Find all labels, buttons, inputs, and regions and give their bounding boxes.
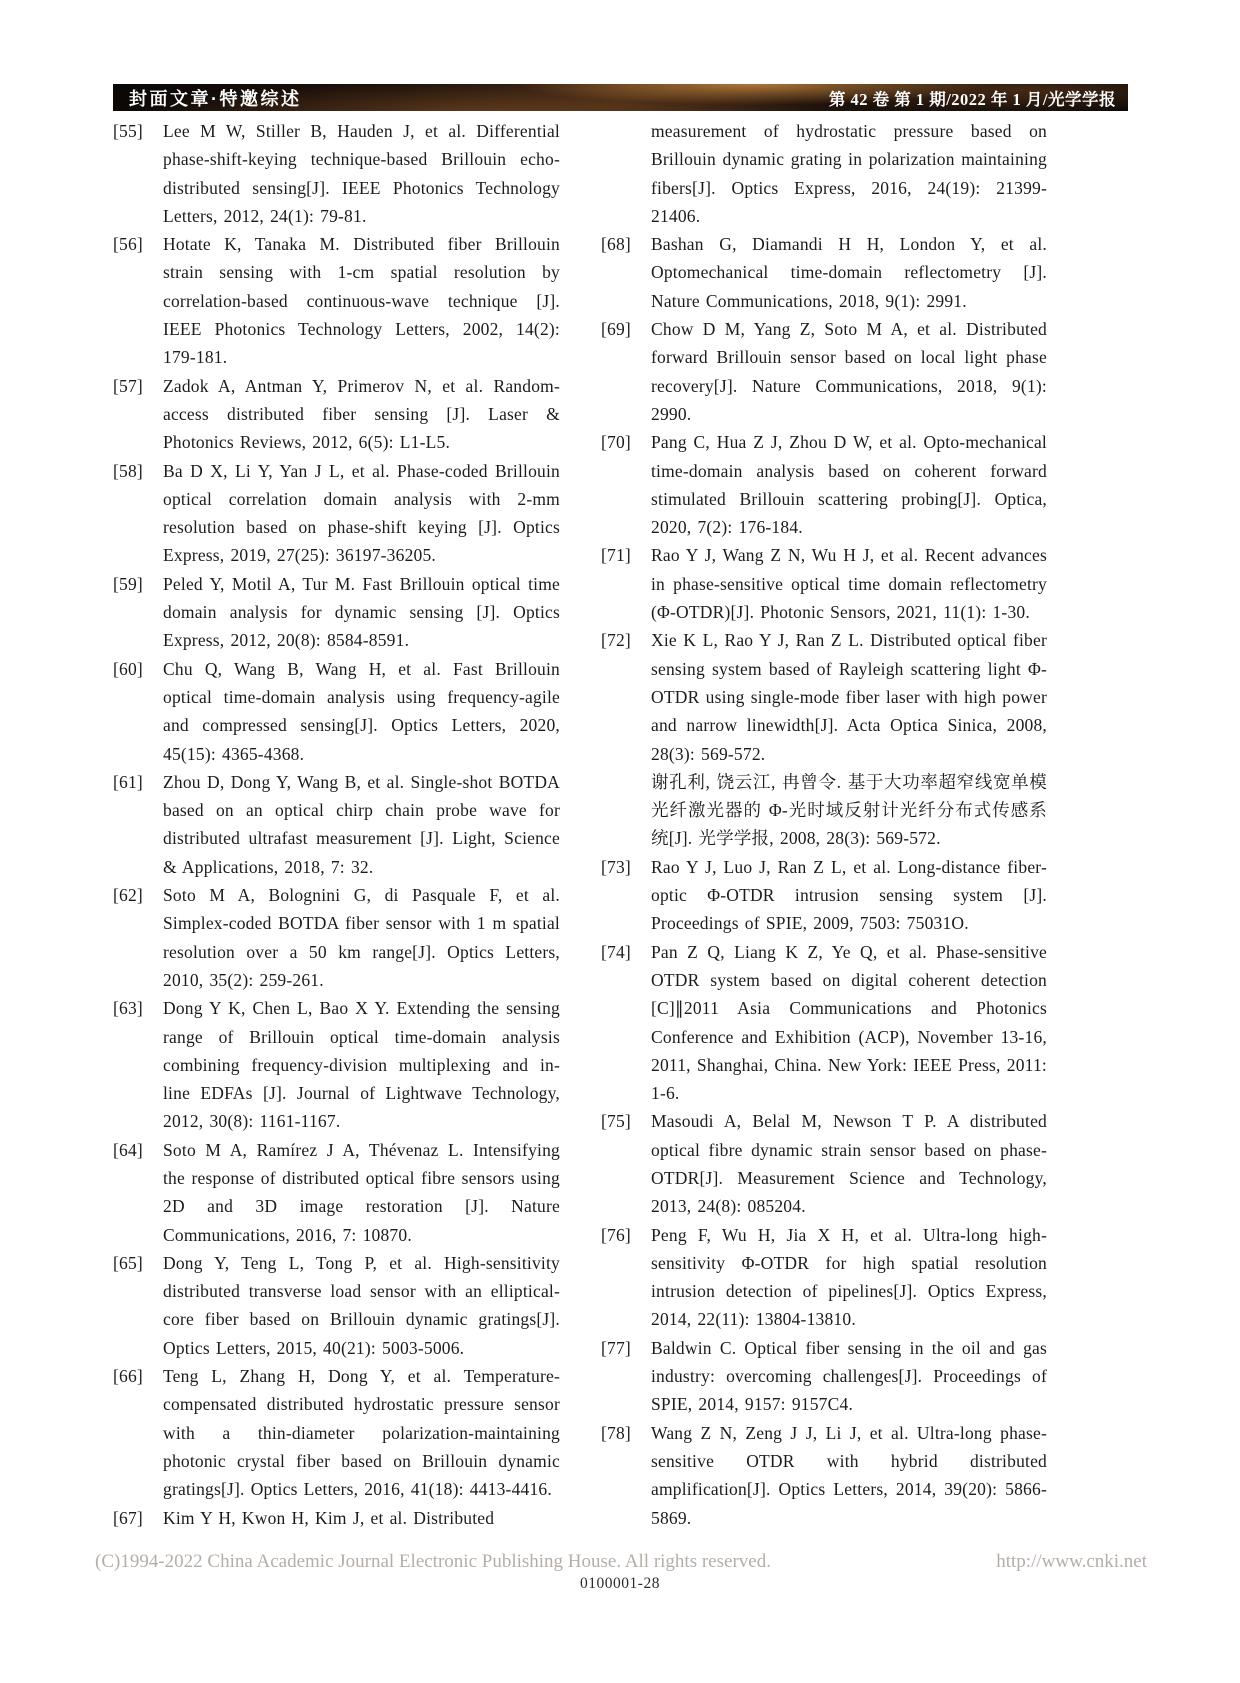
reference-text: Bashan G, Diamandi H H, London Y, et al. Optomechanical time-domain reflectometry [J]. Nature Communications, 2018, 9(1): 2991. [651, 234, 1047, 311]
reference-number: [77] [601, 1337, 631, 1358]
reference-item [113, 570, 560, 655]
reference-text: Rao Y J, Luo J, Ran Z L, et al. Long-distance fiber-optic Φ-OTDR intrusion sensing system [J]. Proceedings of SPIE, 2009, 7503: 75031O. [651, 856, 1047, 934]
reference-item [113, 1362, 560, 1503]
reference-text: Baldwin C. Optical fiber sensing in the oil and gas industry: overcoming challenges[J]. Proceedings of SPIE, 2014, 9157: 9157C4. [651, 1337, 1047, 1415]
reference-item [113, 457, 560, 570]
reference-text: measurement of hydrostatic pressure based on Brillouin dynamic grating in polarization maintaining fibers[J]. Optics Express, 2016, 24(19): 21399-21406. [651, 121, 1047, 226]
reference-item [113, 1136, 560, 1249]
reference-text: Wang Z N, Zeng J J, Li J, et al. Ultra-long phase-sensitive OTDR with hybrid distributed amplification[J]. Optics Letters, 2014, 39(20): 5866-5869. [651, 1422, 1047, 1528]
reference-item [601, 541, 1047, 626]
reference-number [601, 117, 651, 230]
reference-item [601, 1107, 1047, 1220]
reference-text: Ba D X, Li Y, Yan J L, et al. Phase-coded Brillouin optical correlation domain analysis with 2-mm resolution based on phase-shift keying [J]. Optics Express, 2019, 27(25): 36197-36205. [163, 460, 560, 566]
reference-item [113, 768, 560, 881]
reference-text: Zadok A, Antman Y, Primerov N, et al. Random-access distributed fiber sensing [J]. Laser & Photonics Reviews, 2012, 6(5): L1-L5. [163, 375, 560, 453]
reference-text: Hotate K, Tanaka M. Distributed fiber Brillouin strain sensing with 1-cm spatial resolution by correlation-based continuous-wave technique [J]. IEEE Photonics Technology Letters, 2002, 14(2): 179-181. [163, 234, 560, 368]
reference-item [601, 230, 1047, 315]
reference-number: [61] [113, 771, 143, 792]
reference-text: Peng F, Wu H, Jia X H, et al. Ultra-long high-sensitivity Φ-OTDR for high spatial resolution intrusion detection of pipelines[J]. Optics Express, 2014, 22(11): 13804-13810. [651, 1224, 1047, 1330]
reference-item [601, 315, 1047, 428]
reference-text: Kim Y H, Kwon H, Kim J, et al. Distributed [163, 1507, 495, 1528]
reference-text: Pan Z Q, Liang K Z, Ye Q, et al. Phase-sensitive OTDR system based on digital coherent detection [C]∥2011 Asia Communications and Photonics Conference and Exhibition (ACP), November 13-16, 2011, Shanghai, China. New York: IEEE Press, 2011: 1-6. [651, 941, 1047, 1104]
reference-item [113, 1249, 560, 1362]
reference-number: [69] [601, 319, 631, 340]
reference-list-right-column [601, 117, 1047, 1532]
reference-item [113, 117, 560, 230]
reference-number: [62] [113, 885, 143, 906]
reference-text: Peled Y, Motil A, Tur M. Fast Brillouin optical time domain analysis for dynamic sensing [J]. Optics Express, 2012, 20(8): 8584-8591. [163, 573, 560, 651]
reference-text: Rao Y J, Wang Z N, Wu H J, et al. Recent advances in phase-sensitive optical time domain reflectometry (Φ-OTDR)[J]. Photonic Sensors, 2021, 11(1): 1-30. [651, 545, 1047, 623]
reference-number: [68] [601, 234, 631, 255]
reference-text: Teng L, Zhang H, Dong Y, et al. Temperature-compensated distributed hydrostatic pressure sensor with a thin-diameter polarization-maintaining photonic crystal fiber based on Brillouin dynamic gratings[J]. Optics Letters, 2016, 41(18): 4413-4416. [163, 1366, 560, 1500]
reference-item [601, 1419, 1047, 1532]
reference-text: Dong Y K, Chen L, Bao X Y. Extending the sensing range of Brillouin optical time-domain analysis combining frequency-division multiplexing and in-line EDFAs [J]. Journal of Lightwave Technology, 2012, 30(8): 1161-1167. [163, 998, 560, 1132]
reference-list-left-column [113, 117, 560, 1532]
reference-item-continuation [601, 117, 1047, 230]
page-number: 0100001-28 [580, 1575, 660, 1592]
copyright-watermark [95, 1551, 1147, 1573]
reference-text: Zhou D, Dong Y, Wang B, et al. Single-shot BOTDA based on an optical chirp chain probe wave for distributed ultrafast measurement [J]. Light, Science & Applications, 2018, 7: 32. [163, 771, 560, 877]
reference-text: 谢孔利, 饶云江, 冉曾令. 基于大功率超窄线宽单模光纤激光器的 Φ-光时域反射计光纤分布式传感系统[J]. 光学学报, 2008, 28(3): 569-572. [651, 771, 1047, 849]
reference-item [113, 994, 560, 1135]
reference-number: [75] [601, 1111, 631, 1132]
reference-text: Masoudi A, Belal M, Newson T P. A distributed optical fibre dynamic strain sensor based on phase-OTDR[J]. Measurement Science and Technology, 2013, 24(8): 085204. [651, 1111, 1047, 1217]
reference-number: [73] [601, 856, 631, 877]
reference-text: Soto M A, Ramírez J A, Thévenaz L. Intensifying the response of distributed optical fibre sensors using 2D and 3D image restoration [J]. Nature Communications, 2016, 7: 10870. [163, 1139, 560, 1245]
reference-number: [59] [113, 573, 143, 594]
reference-number: [56] [113, 234, 143, 255]
reference-item [601, 853, 1047, 938]
reference-text: Dong Y, Teng L, Tong P, et al. High-sensitivity distributed transverse load sensor with an elliptical-core fiber based on Brillouin dynamic gratings[J]. Optics Letters, 2015, 40(21): 5003-5006. [163, 1252, 560, 1358]
reference-number: [66] [113, 1366, 143, 1387]
reference-number: [78] [601, 1422, 631, 1443]
reference-number: [58] [113, 460, 143, 481]
reference-number: [74] [601, 941, 631, 962]
reference-item-chinese-translation [601, 768, 1047, 853]
reference-item [601, 626, 1047, 767]
reference-number: [64] [113, 1139, 143, 1160]
reference-number: [71] [601, 545, 631, 566]
reference-text: Pang C, Hua Z J, Zhou D W, et al. Opto-mechanical time-domain analysis based on coherent forward stimulated Brillouin scattering probing[J]. Optica, 2020, 7(2): 176-184. [651, 432, 1047, 538]
reference-text: Chu Q, Wang B, Wang H, et al. Fast Brillouin optical time-domain analysis using frequency-agile and compressed sensing[J]. Optics Letters, 2020, 45(15): 4365-4368. [163, 658, 560, 764]
reference-text: Chow D M, Yang Z, Soto M A, et al. Distributed forward Brillouin sensor based on local light phase recovery[J]. Nature Communications, 2018, 9(1): 2990. [651, 319, 1047, 424]
reference-item [601, 428, 1047, 541]
reference-text: Xie K L, Rao Y J, Ran Z L. Distributed optical fiber sensing system based of Rayleigh scattering light Φ-OTDR using single-mode fiber laser with high power and narrow linewidth[J]. Acta Optica Sinica, 2008, 28(3): 569-572. [651, 630, 1047, 764]
reference-item [601, 1221, 1047, 1334]
reference-number: [72] [601, 630, 631, 651]
reference-number: [76] [601, 1224, 631, 1245]
journal-header-bar [113, 84, 1128, 111]
reference-text: Soto M A, Bolognini G, di Pasquale F, et al. Simplex-coded BOTDA fiber sensor with 1 m spatial resolution over a 50 km range[J]. Optics Letters, 2010, 35(2): 259-261. [163, 885, 560, 990]
reference-item [113, 230, 560, 371]
reference-number: [57] [113, 375, 143, 396]
reference-item [113, 1504, 560, 1532]
reference-item [113, 372, 560, 457]
reference-text: Lee M W, Stiller B, Hauden J, et al. Differential phase-shift-keying technique-based Brillouin echo-distributed sensing[J]. IEEE Photonics Technology Letters, 2012, 24(1): 79-81. [163, 121, 560, 226]
reference-number: [65] [113, 1252, 143, 1273]
reference-number: [60] [113, 658, 143, 679]
header-section-label: 封面文章·特邀综述 [129, 88, 302, 109]
reference-number: [63] [113, 998, 143, 1019]
reference-item [113, 655, 560, 768]
reference-number: [55] [113, 121, 143, 141]
header-issue-label: 第 42 卷 第 1 期/2022 年 1 月/光学学报 [828, 89, 1116, 109]
reference-item [113, 881, 560, 994]
reference-number [601, 768, 651, 853]
copyright-text: (C)1994-2022 China Academic Journal Electronic Publishing House. All rights reserved. [95, 1551, 771, 1572]
reference-number: [67] [113, 1507, 143, 1528]
reference-item [601, 938, 1047, 1108]
reference-number: [70] [601, 432, 631, 453]
reference-item [601, 1334, 1047, 1419]
cnki-url: http://www.cnki.net [996, 1551, 1147, 1572]
